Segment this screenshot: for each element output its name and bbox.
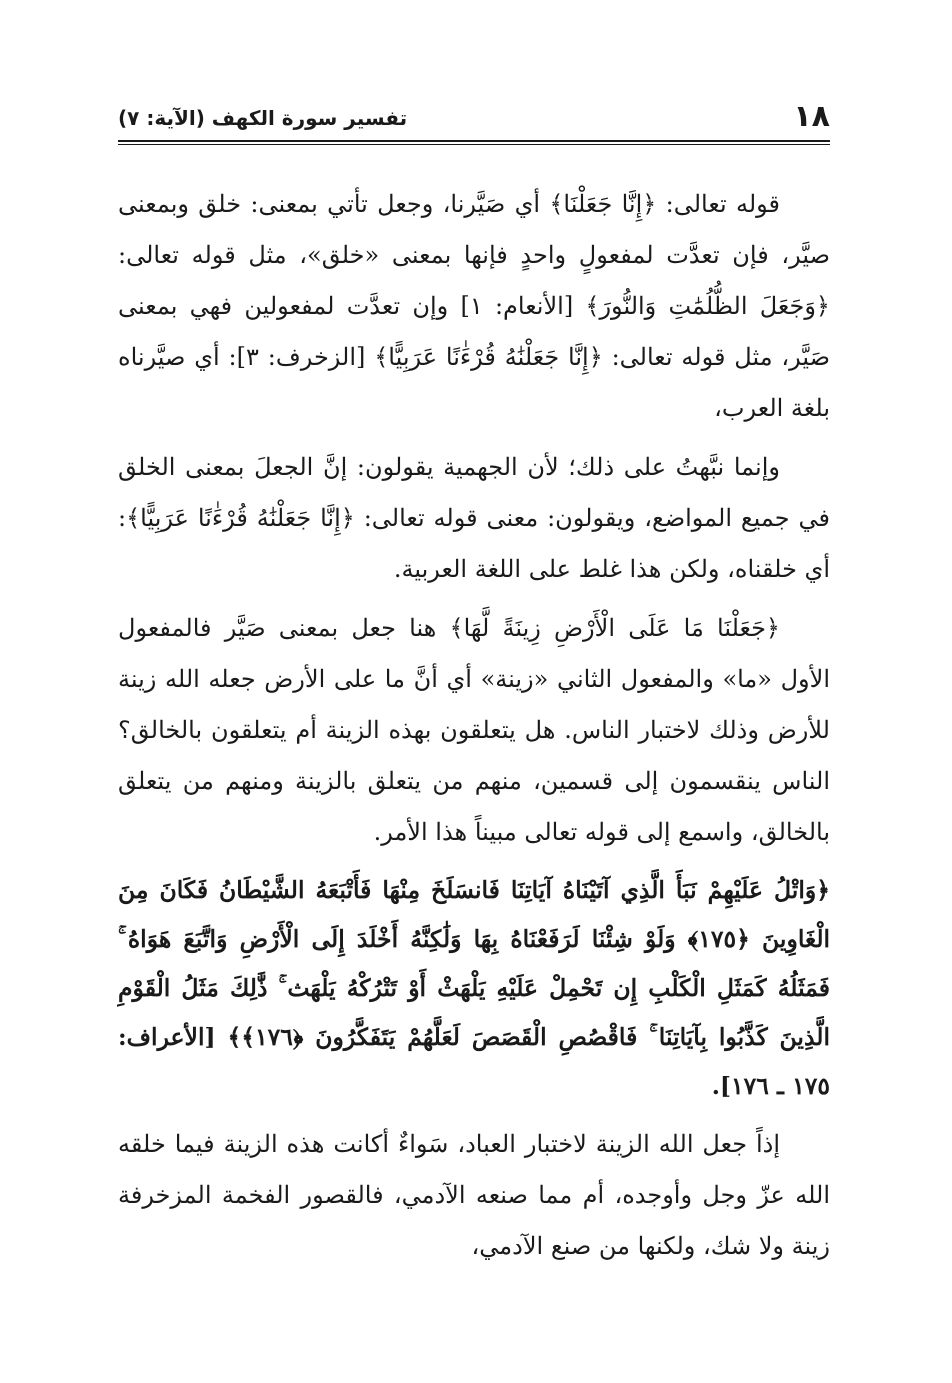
- running-header: [118, 88, 830, 136]
- paragraph-1: قوله تعالى: ﴿إِنَّا جَعَلْنَا﴾ أي صَيَّرنا، وجعل تأتي بمعنى: خلق وبمعنى صيَّر، فإن تعدَّت لمفعولٍ واحدٍ فإنها بمعنى «خلق»، مثل قوله تعالى: ﴿وَجَعَلَ الظُّلُمَٰتِ وَالنُّورَ﴾ [الأنعام: ١] وإن تعدَّت لمفعولين فهي بمعنى صَيَّر، مثل قوله تعالى: ﴿إِنَّا جَعَلْنَٰهُ قُرْءَٰنًا عَرَبِيًّا﴾ [الزخرف: ٣]: أي صيَّرناه بلغة العرب،: [118, 190, 830, 422]
- header-rule: [118, 140, 830, 145]
- book-page: [118, 88, 830, 1358]
- paragraph-5: إذاً جعل الله الزينة لاختبار العباد، سَواءٌ أكانت هذه الزينة فيما خلقه الله عزّ وجل وأوجده، أم مما صنعه الآدمي، فالقصور الفخمة المزخرفة زينة ولا شك، ولكنها من صنع الآدمي،: [118, 1130, 830, 1260]
- body-text: [118, 179, 830, 1272]
- paragraph-3: ﴿جَعَلْنَا مَا عَلَى الْأَرْضِ زِينَةً لَّهَا﴾ هنا جعل بمعنى صَيَّر فالمفعول الأول «ما» والمفعول الثاني «زينة» أي أنَّ ما على الأرض جعله الله زينة للأرض وذلك لاختبار الناس. هل يتعلقون بهذه الزينة أم يتعلقون بالخالق؟ الناس ينقسمون إلى قسمين، منهم من يتعلق بالزينة ومنهم من يتعلق بالخالق، واسمع إلى قوله تعالى مبيناً هذا الأمر.: [118, 614, 830, 846]
- page-number: ١٨: [793, 99, 830, 134]
- quran-passage: ﴿وَاتْلُ عَلَيْهِمْ نَبَأَ الَّذِي آتَيْنَاهُ آيَاتِنَا فَانسَلَخَ مِنْهَا فَأَتْبَعَهُ الشَّيْطَانُ فَكَانَ مِنَ الْغَاوِينَ ﴿١٧٥﴾ وَلَوْ شِئْنَا لَرَفَعْنَاهُ بِهَا وَلَٰكِنَّهُ أَخْلَدَ إِلَى الْأَرْضِ وَاتَّبَعَ هَوَاهُ ۚ فَمَثَلُهُ كَمَثَلِ الْكَلْبِ إِن تَحْمِلْ عَلَيْهِ يَلْهَثْ أَوْ تَتْرُكْهُ يَلْهَث ۚ ذَّٰلِكَ مَثَلُ الْقَوْمِ الَّذِينَ كَذَّبُوا بِآيَاتِنَا ۚ فَاقْصُصِ الْقَصَصَ لَعَلَّهُمْ يَتَفَكَّرُونَ ﴿١٧٦﴾﴾ [الأعراف: ١٧٥ ـ ١٧٦].: [118, 876, 831, 1100]
- paragraph-2: وإنما نبَّهتُ على ذلك؛ لأن الجهمية يقولون: إنَّ الجعلَ بمعنى الخلق في جميع المواضع، ويقولون: معنى قوله تعالى: ﴿إِنَّا جَعَلْنَٰهُ قُرْءَٰنًا عَرَبِيًّا﴾: أي خلقناه، ولكن هذا غلط على اللغة العربية.: [118, 453, 831, 583]
- running-title: تفسير سورة الكهف (الآية: ٧): [118, 106, 408, 130]
